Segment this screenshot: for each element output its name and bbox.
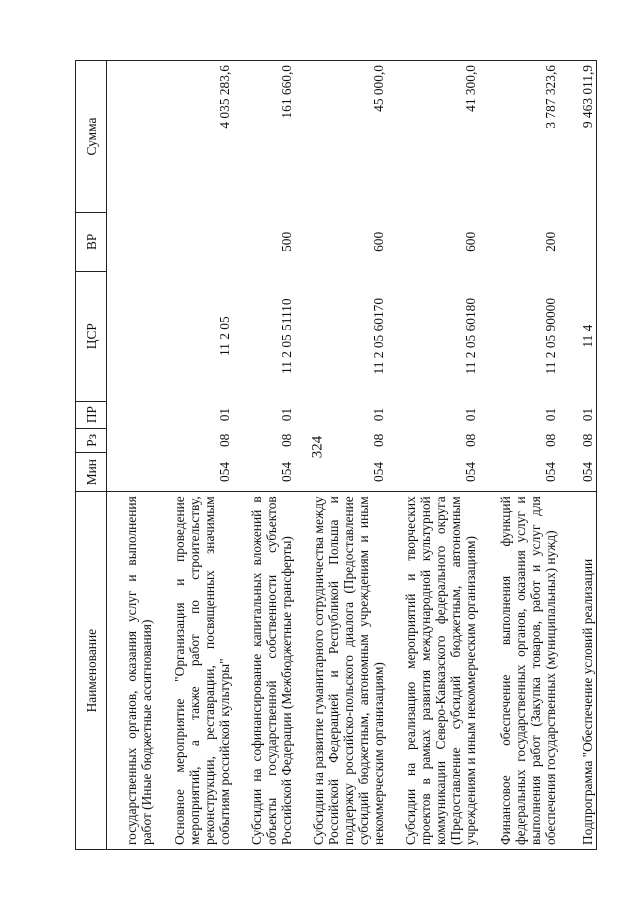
header-pr: ПР <box>76 401 107 428</box>
row-vr <box>107 212 155 271</box>
row-min: 054 <box>559 453 597 492</box>
row-name: Финансовое обеспечение выполнения функций федеральных государственных органов, оказания услуг и выполнения работ (Закупка товаров, работ и услуг для обеспечения государственных (муниципальных) нужд) <box>479 492 559 850</box>
budget-table-rotated <box>75 60 605 850</box>
row-sum: 3 787 323,6 <box>479 61 559 213</box>
row-rz <box>107 428 155 453</box>
row-name: Субсидии на реализацию мероприятий и творческих проектов в рамках развития международной культурной коммуникации Северо-Кавказского федерального округа (Предоставление субсидий бюджетным, автономным учреждениям и иным некоммерческим организациям) <box>387 492 479 850</box>
row-name: Подпрограмма "Обеспечение условий реализации <box>559 492 597 850</box>
row-name: Основное мероприятие "Организация и проведение мероприятий, а также работ по строительству, реконструкции, реставрации, посвященных значимым событиям российской культуры" <box>155 492 233 850</box>
row-csr: 11 4 <box>559 271 597 401</box>
row-min: 054 <box>278 461 294 482</box>
row-rz: 08 <box>462 433 478 448</box>
row-name: государственных органов, оказания услуг и выполнения работ (Иные бюджетные ассигнования) <box>107 492 155 850</box>
table-row <box>233 61 295 850</box>
header-vr: ВР <box>76 212 107 271</box>
row-pr: 01 <box>462 407 478 422</box>
row-sum <box>107 61 155 213</box>
header-csr: ЦСР <box>76 271 107 401</box>
table-row <box>107 61 155 850</box>
table-row <box>479 61 559 850</box>
table-row <box>295 61 387 850</box>
row-min: 054 <box>462 461 478 482</box>
row-csr: 11 2 05 90000 <box>542 297 558 375</box>
row-min: 054 <box>216 461 232 482</box>
row-pr: 01 <box>370 407 386 422</box>
row-pr: 01 <box>559 401 597 428</box>
row-min <box>107 453 155 492</box>
row-vr: 600 <box>370 231 386 252</box>
header-name: Наименование <box>76 492 107 850</box>
table-row <box>387 61 479 850</box>
row-sum: 9 463 011,9 <box>559 61 597 213</box>
row-vr <box>559 212 597 271</box>
row-csr: 11 2 05 51110 <box>278 298 294 374</box>
row-rz: 08 <box>278 433 294 448</box>
row-csr: 11 2 05 60170 <box>370 297 386 375</box>
row-sum: 161 660,0 <box>233 61 295 213</box>
row-pr: 01 <box>216 407 232 422</box>
row-vr: 500 <box>278 231 294 252</box>
header-rz: Рз <box>76 428 107 453</box>
row-vr: 600 <box>462 231 478 252</box>
row-sum: 4 035 283,6 <box>155 61 233 213</box>
row-vr <box>155 212 233 271</box>
row-name: Субсидии на софинансирование капитальных вложений в объекты государственной собственности субъектов Российской Федерации (Межбюджетные трансферты) <box>233 492 295 850</box>
row-pr: 01 <box>542 407 558 422</box>
row-sum: 45 000,0 <box>295 61 387 213</box>
table-row <box>559 61 597 850</box>
row-min: 054 <box>542 461 558 482</box>
table-row <box>155 61 233 850</box>
row-pr <box>107 401 155 428</box>
row-name: Субсидии на развитие гуманитарного сотрудничества между Российской Федерацией и Республикой Польша и поддержку российско-польского диалога (Предоставление субсидий бюджетным, автономным учреждениям и иным некоммерческим организациям) <box>295 492 387 850</box>
table-header-row <box>76 61 107 850</box>
row-min: 054 <box>370 461 386 482</box>
row-sum: 41 300,0 <box>387 61 479 213</box>
row-rz: 08 <box>216 433 232 448</box>
budget-table <box>75 60 597 850</box>
row-vr: 200 <box>542 231 558 252</box>
row-pr: 01 <box>278 407 294 422</box>
header-sum: Сумма <box>76 61 107 213</box>
page-number: 324 <box>309 435 326 459</box>
row-rz: 08 <box>559 428 597 453</box>
row-csr: 11 2 05 <box>216 316 232 357</box>
row-csr: 11 2 05 60180 <box>462 297 478 375</box>
header-min: Мин <box>76 453 107 492</box>
row-rz: 08 <box>542 433 558 448</box>
row-csr <box>107 271 155 401</box>
row-rz: 08 <box>370 433 386 448</box>
